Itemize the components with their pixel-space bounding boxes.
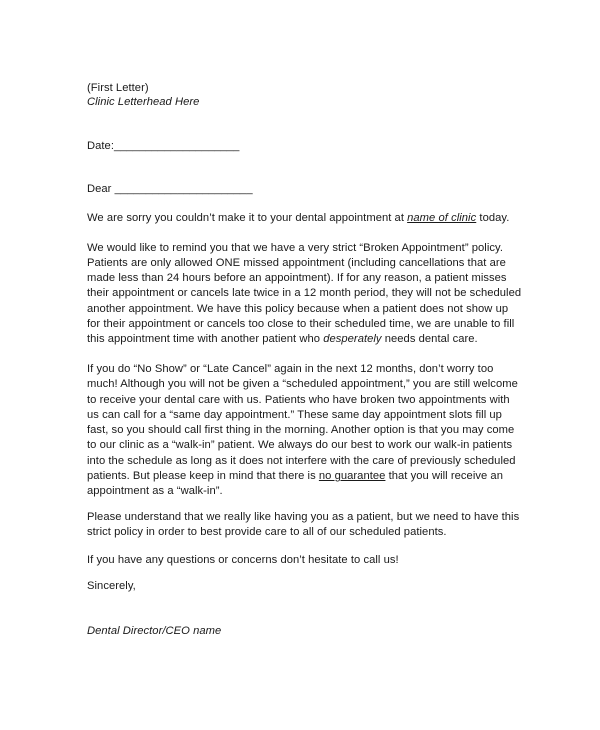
letter-line (87, 454, 516, 468)
text-segment: Patients are only allowed ONE missed appointment (including cancellations that are (87, 257, 506, 269)
text-segment: that you will receive an (385, 470, 503, 482)
text-segment: into the schedule as long as it does not interfere with the care of previously scheduled (87, 455, 516, 467)
letter-line (87, 332, 478, 346)
letter-line (87, 286, 521, 300)
text-segment: We would like to remind you that we have a very strict “Broken Appointment” policy. (87, 242, 503, 254)
letter-line (87, 510, 519, 524)
text-segment: us can call for a “same day appointment.” These same day appointment slots fill up (87, 409, 502, 421)
letter-line (87, 553, 399, 567)
letter-line (87, 423, 514, 437)
text-segment: Date:____________________ (87, 140, 240, 152)
text-segment: another appointment. We have this policy because when a patient does not show up (87, 303, 509, 315)
text-segment: We are sorry you couldn’t make it to your dental appointment at (87, 212, 408, 224)
text-segment: needs dental care. (381, 333, 478, 345)
letter-line (87, 139, 239, 153)
text-segment: strict policy in order to best provide care to all of our scheduled patients. (87, 526, 447, 538)
text-segment: to our clinic as a “walk-in” patient. We always do our best to work our walk-in patients (87, 439, 513, 451)
text-segment: today. (476, 212, 510, 224)
text-segment: no guarantee (318, 470, 386, 482)
text-segment: their appointment or cancels late twice in a 12 month period, they will not be scheduled (87, 287, 522, 299)
letter-line (87, 525, 447, 539)
text-segment: name of clinic (407, 212, 477, 224)
letter-line (87, 624, 221, 638)
text-segment: much! Although you will not be given a “scheduled appointment,” you are still welcome (87, 378, 518, 390)
letter-line (87, 182, 253, 196)
text-segment: to receive your dental care with us. Patients who have broken two appointments with (87, 394, 510, 406)
letter-line (87, 302, 508, 316)
text-segment: Dear ______________________ (87, 183, 253, 195)
letter-line (87, 469, 503, 483)
letter-line (87, 377, 518, 391)
text-segment: If you have any questions or concerns don’t hesitate to call us! (87, 554, 399, 566)
text-segment: Dental Director/CEO name (87, 625, 222, 637)
text-segment: (First Letter) (87, 82, 149, 94)
letter-line (87, 256, 506, 270)
letter-line (87, 271, 507, 285)
text-segment: appointment as a “walk-in”. (87, 485, 223, 497)
text-segment: Please understand that we really like having you as a patient, but we need to have this (87, 511, 520, 523)
letter-line (87, 393, 510, 407)
letter-line (87, 211, 509, 225)
letter-line (87, 241, 503, 255)
letter-line (87, 95, 199, 109)
letter-line (87, 484, 223, 498)
text-segment: Clinic Letterhead Here (87, 96, 200, 108)
text-segment: made less than 24 hours before an appointment). If for any reason, a patient misses (87, 272, 507, 284)
text-segment: patients. But please keep in mind that there is (87, 470, 319, 482)
text-segment: If you do “No Show” or “Late Cancel” again in the next 12 months, don’t worry too (87, 363, 494, 375)
letter-line (87, 81, 149, 95)
text-segment: fast, so you should call first thing in the morning. Another option is that you may come (87, 424, 515, 436)
letter-line (87, 317, 514, 331)
text-segment: desperately (323, 333, 382, 345)
text-segment: Sincerely, (87, 580, 136, 592)
letter-line (87, 408, 502, 422)
letter-line (87, 362, 493, 376)
text-segment: for their appointment or cancels too close to their scheduled time, we are unable to fill (87, 318, 515, 330)
text-segment: this appointment time with another patient who (87, 333, 324, 345)
letter-line (87, 438, 512, 452)
letter-line (87, 579, 136, 593)
